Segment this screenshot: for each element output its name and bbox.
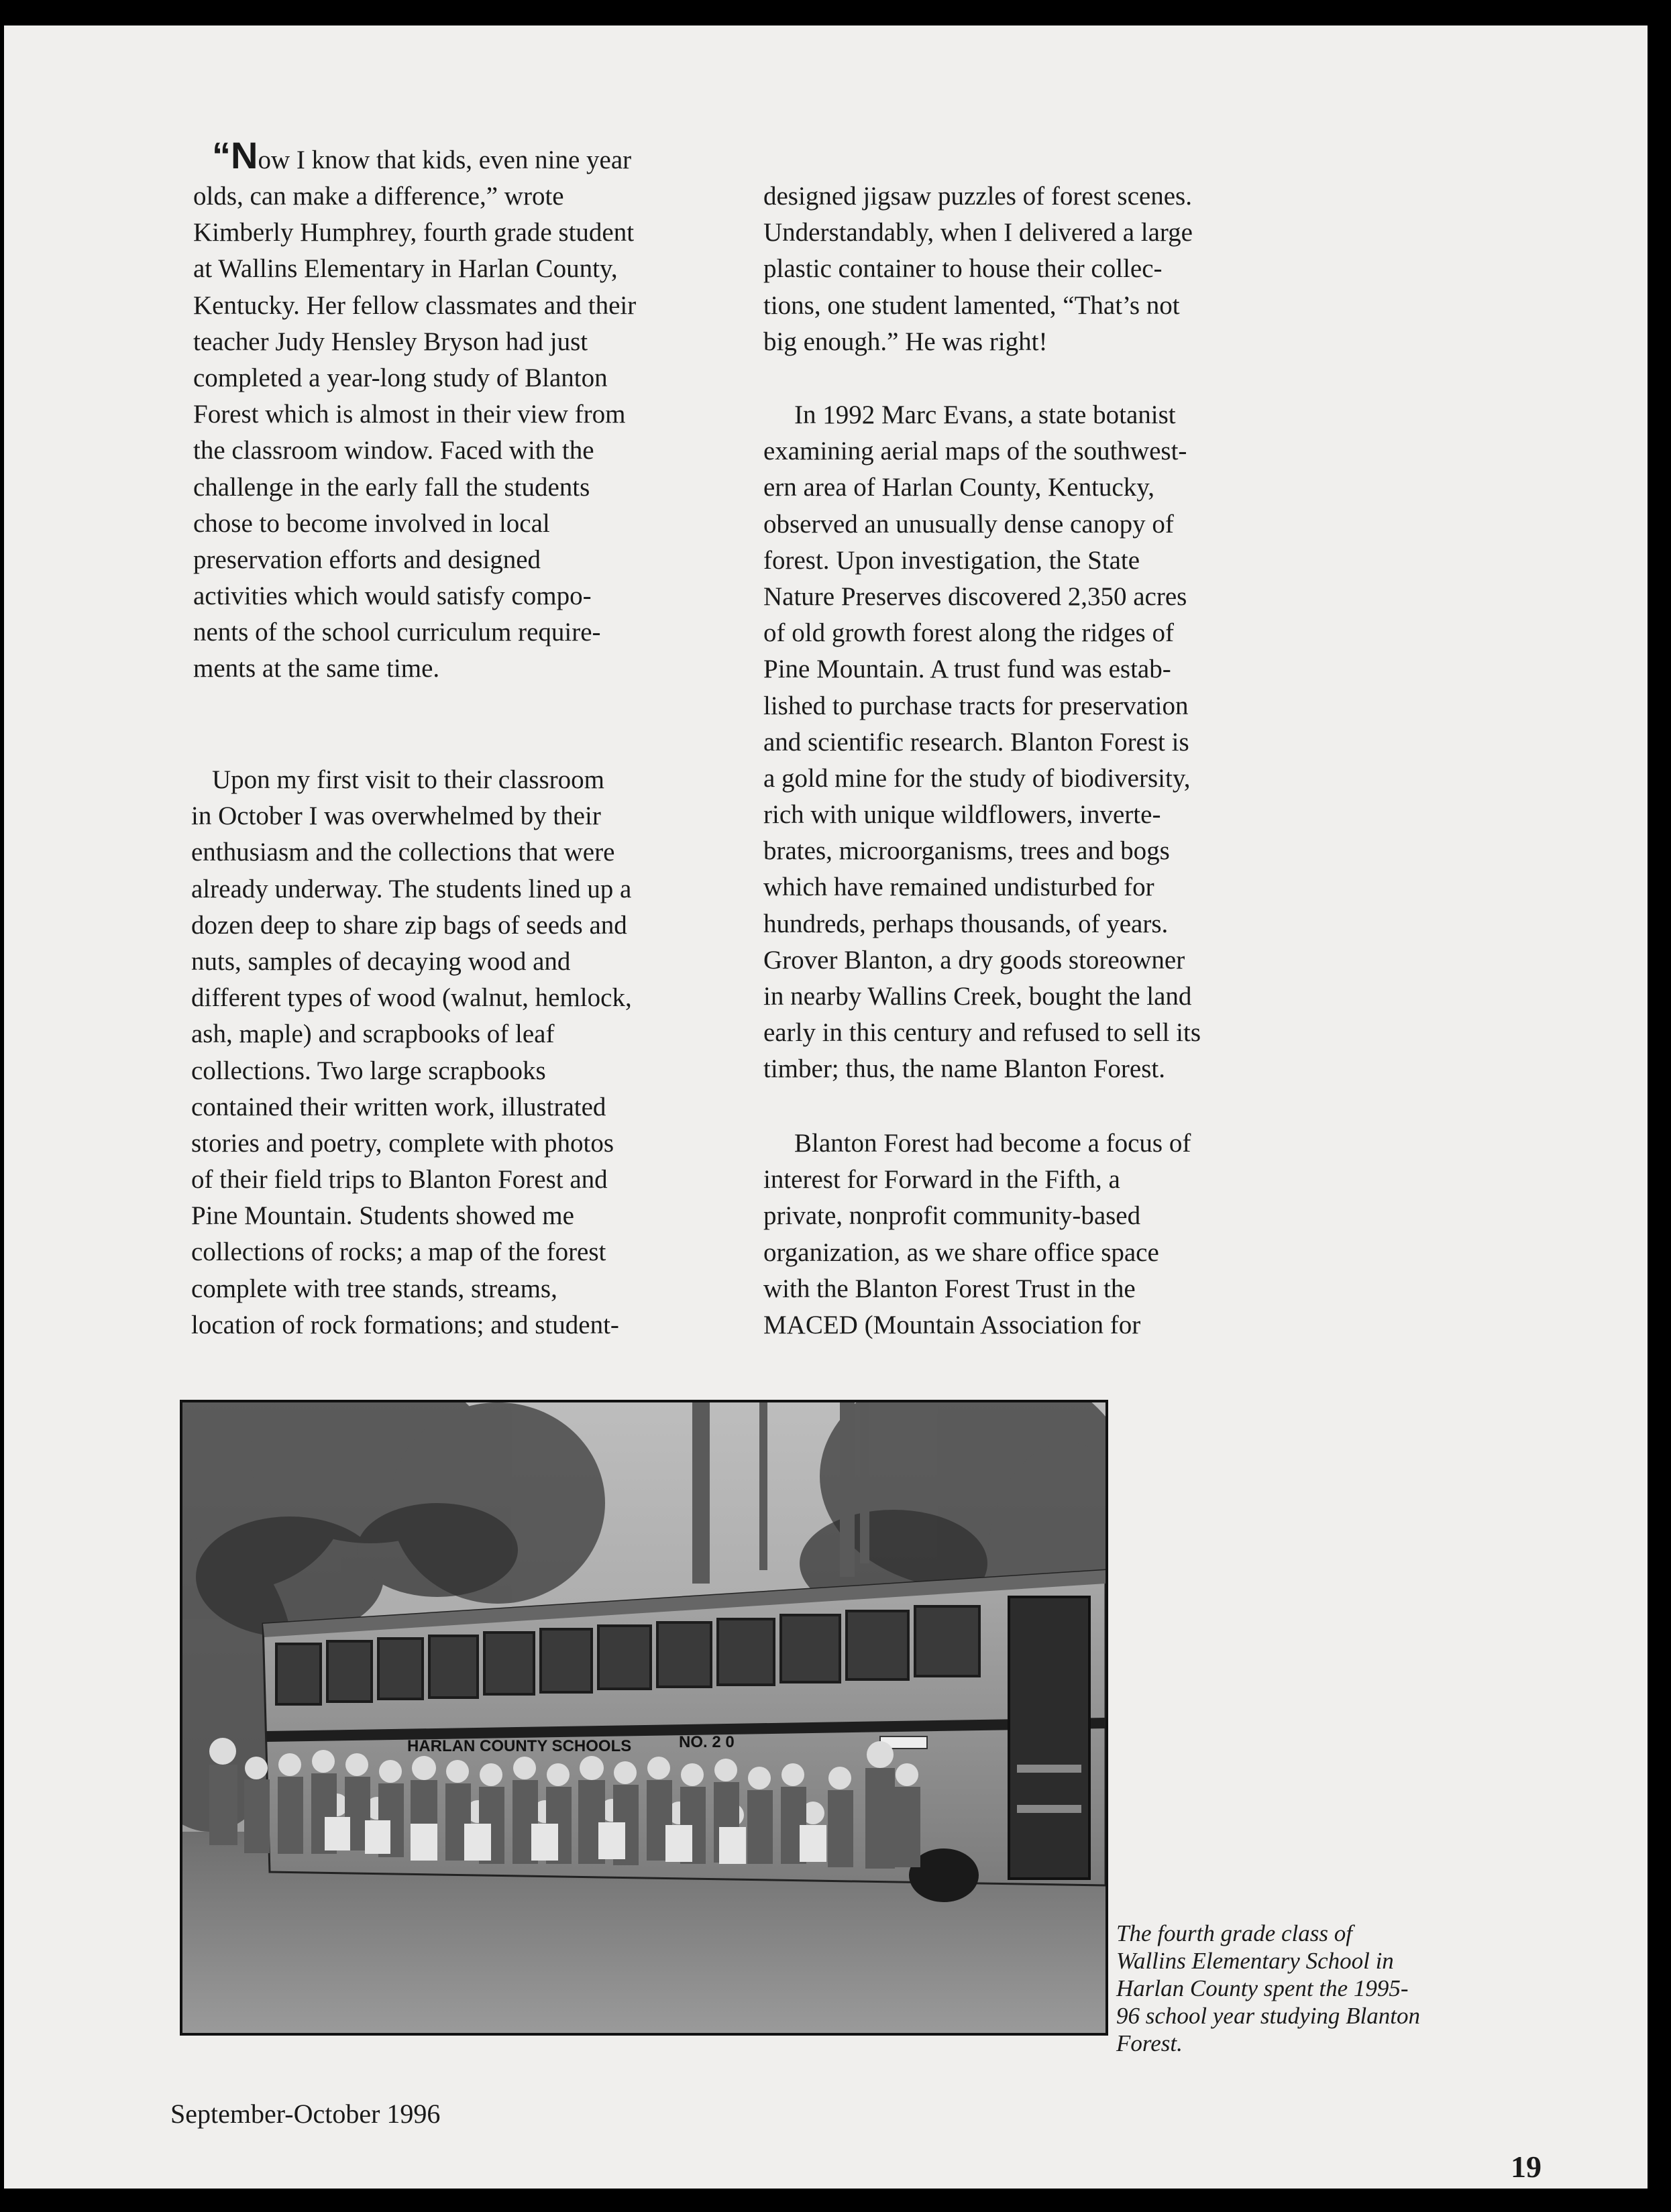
drop-cap: “N [212,134,258,176]
right-paragraph-2 [763,397,1201,1088]
text-line: and scientific research. Blanton Forest is [763,727,1189,757]
text-line: forest. Upon investigation, the State [763,545,1140,575]
text-line: Upon my first visit to their classroom [212,765,604,794]
caption-line: Wallins Elementary School in [1116,1948,1394,1974]
text-line: with the Blanton Forest Trust in the [763,1274,1136,1303]
text-line: private, nonprofit community-based [763,1201,1141,1231]
text-line: Blanton Forest had become a focus of [794,1129,1191,1158]
text-line: activities which would satisfy compo- [193,582,592,611]
bus-sign-text: HARLAN COUNTY SCHOOLS [407,1737,632,1755]
text-line: Pine Mountain. Students showed me [191,1201,574,1231]
right-paragraph-1 [763,178,1193,360]
text-line: rich with unique wildflowers, inverte- [763,800,1161,830]
text-line: the classroom window. Faced with the [193,436,594,465]
text-line: ash, maple) and scrapbooks of leaf [191,1019,555,1049]
text-line: tions, one student lamented, “That’s not [763,290,1180,320]
text-line: Understandably, when I delivered a large [763,218,1193,247]
text-line: different types of wood (walnut, hemlock, [191,983,632,1013]
text-line: hundreds, perhaps thousands, of years. [763,909,1169,938]
text-line: teacher Judy Hensley Bryson had just [193,327,588,356]
text-line: enthusiasm and the collections that were [191,838,615,867]
text-line: MACED (Mountain Association for [763,1310,1141,1339]
text-line: in nearby Wallins Creek, bought the land [763,982,1192,1011]
text-line: lished to purchase tracts for preservation [763,691,1189,720]
text-line: Grover Blanton, a dry goods storeowner [763,945,1185,975]
text-line: chose to become involved in local [193,508,550,538]
text-line: Pine Mountain. A trust fund was estab- [763,655,1171,684]
text-line: completed a year-long study of Blanton [193,363,608,392]
text-line: complete with tree stands, streams, [191,1274,557,1303]
text-line: Nature Preserves discovered 2,350 acres [763,582,1187,611]
bus-number-text: NO. 2 0 [679,1733,735,1751]
text-line: in October I was overwhelmed by their [191,801,601,831]
text-line: at Wallins Elementary in Harlan County, [193,254,618,284]
page-number: 19 [1511,2150,1542,2184]
text-line: interest for Forward in the Fifth, a [763,1165,1120,1195]
text-line: nuts, samples of decaying wood and [191,946,571,976]
class-photo [180,1400,1108,2036]
text-line: big enough.” He was right! [763,327,1048,356]
caption-line: 96 school year studying Blanton [1116,2003,1421,2029]
text-line: timber; thus, the name Blanton Forest. [763,1054,1165,1084]
bus-group-photo-illustration [182,1402,1106,2033]
text-line: which have remained undisturbed for [763,873,1154,902]
text-line: early in this century and refused to sell its [763,1018,1201,1048]
text-line: “Now I know that kids, even nine year [212,134,632,176]
bus-door [1009,1597,1089,1879]
text-line: a gold mine for the study of biodiversity, [763,763,1191,793]
issue-date: September-October 1996 [170,2099,441,2129]
text-line: already underway. The students lined up a [191,874,632,903]
text-line: plastic container to house their collec- [763,254,1163,284]
text-line: examining aerial maps of the southwest- [763,437,1187,466]
text-line: collections. Two large scrapbooks [191,1056,546,1085]
text-line: Kentucky. Her fellow classmates and their [193,290,637,320]
left-paragraph-2 [191,762,632,1343]
text-line: observed an unusually dense canopy of [763,509,1174,539]
caption-line: Forest. [1116,2030,1183,2056]
text-line: olds, can make a difference,” wrote [193,182,564,211]
text-line: organization, as we share office space [763,1237,1159,1267]
caption-line: Harlan County spent the 1995- [1116,1975,1409,2001]
text-line: location of rock formations; and student- [191,1310,619,1339]
magazine-page [4,25,1648,2189]
text-line: of old growth forest along the ridges of [763,618,1174,648]
text-line: designed jigsaw puzzles of forest scenes. [763,182,1192,211]
right-paragraph-3 [763,1125,1191,1343]
text-line: of their field trips to Blanton Forest and [191,1165,608,1195]
text-line: Kimberly Humphrey, fourth grade student [193,218,635,247]
text-line: preservation efforts and designed [193,545,541,574]
text-line: Forest which is almost in their view from [193,400,626,429]
text-line: stories and poetry, complete with photos [191,1128,614,1158]
text-line: ments at the same time. [193,654,440,683]
left-paragraph-1 [193,178,636,687]
text-line: challenge in the early fall the students [193,472,590,502]
caption-line: The fourth grade class of [1116,1920,1352,1946]
text-line: contained their written work, illustrated [191,1092,606,1121]
text-line: ern area of Harlan County, Kentucky, [763,473,1154,502]
photo-caption [1116,1920,1420,2057]
text-line: brates, microorganisms, trees and bogs [763,836,1170,866]
text-line: dozen deep to share zip bags of seeds and [191,910,627,940]
text-line: In 1992 Marc Evans, a state botanist [794,400,1176,429]
text-line: nents of the school curriculum require- [193,618,601,647]
text-line: collections of rocks; a map of the forest [191,1237,606,1267]
